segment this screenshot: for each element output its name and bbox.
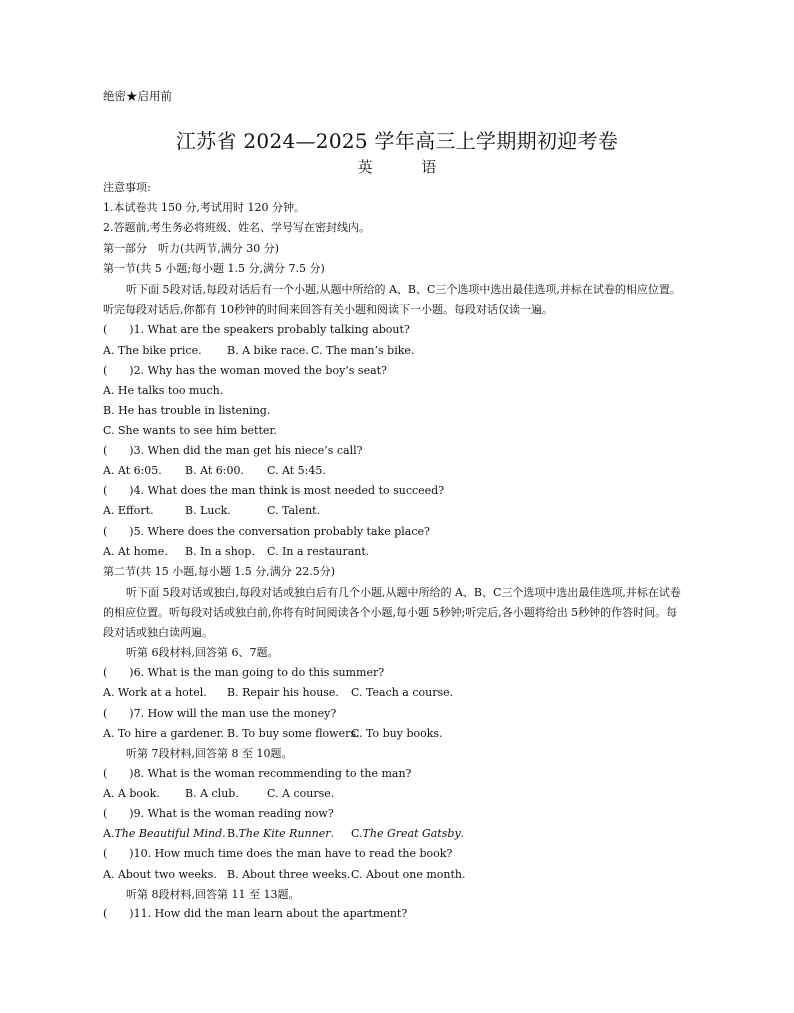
option: B.The Kite Runner. <box>227 827 334 840</box>
subject-char-2: 语 <box>421 158 437 176</box>
option: B. Luck. <box>185 504 231 517</box>
question-8: ( )8. What is the woman recommending to the man? <box>103 767 412 780</box>
question-2: ( )2. Why has the woman moved the boy’s seat? <box>103 364 387 377</box>
subject-char-1: 英 <box>357 158 373 176</box>
option: A. Work at a hotel. <box>103 686 207 699</box>
option: B. A club. <box>185 787 239 800</box>
option: C. About one month. <box>351 868 466 881</box>
question-7: ( )7. How will the man use the money? <box>103 707 337 720</box>
option: C. Talent. <box>267 504 321 517</box>
option: B. A bike race. <box>227 344 309 357</box>
question-4: ( )4. What does the man think is most needed to succeed? <box>103 484 445 497</box>
subject-title <box>0 156 794 177</box>
option: C. The man’s bike. <box>311 344 415 357</box>
option: B. At 6:00. <box>185 464 244 477</box>
option: B. To buy some flowers. <box>227 727 360 740</box>
option: C. In a restaurant. <box>267 545 370 558</box>
option-letter: C. <box>351 827 363 840</box>
question-10-options <box>103 868 465 882</box>
question-9: ( )9. What is the woman reading now? <box>103 807 334 820</box>
option: A. Effort. <box>103 504 154 517</box>
option: C. To buy books. <box>351 727 443 740</box>
question-7-options <box>103 727 443 741</box>
option: C. A course. <box>267 787 335 800</box>
question-1: ( )1. What are the speakers probably talking about? <box>103 323 410 336</box>
section2-instructions: 听下面 5段对话或独白,每段对话或独白后有几个小题,从题中所给的 A、B、C三个选项中选出最佳选项,并标在试卷的相应位置。听每段对话或独白前,你将有时间阅读各个小题,每小题 5秒钟;听完后,各小题将给出 5秒钟的作答时间。每段对话或独白读两遍。 <box>103 586 681 639</box>
option: B. In a shop. <box>185 545 255 558</box>
section1-heading: 第一节(共 5 小题;每小题 1.5 分,满分 7.5 分) <box>103 262 325 275</box>
section2-heading: 第二节(共 15 小题,每小题 1.5 分,满分 22.5分) <box>103 565 336 578</box>
confidential-label: 绝密★启用前 <box>103 89 172 103</box>
material-7-label: 听第 7段材料,回答第 8 至 10题。 <box>126 747 293 760</box>
part1-heading: 第一部分 听力(共两节,满分 30 分) <box>103 242 280 255</box>
section1-instructions: 听下面 5段对话,每段对话后有一个小题,从题中所给的 A、B、C三个选项中选出最佳选项,并标在试卷的相应位置。听完每段对话后,你都有 10秒钟的时间来回答有关小题和阅读下一小题。每段对话仅读一遍。 <box>103 283 681 316</box>
option-letter: B. <box>227 827 239 840</box>
book-title: The Kite Runner <box>238 827 331 840</box>
option: A. About two weeks. <box>103 868 217 881</box>
question-4-options <box>103 504 320 518</box>
option: B. Repair his house. <box>227 686 339 699</box>
question-1-options <box>103 344 414 358</box>
question-3: ( )3. When did the man get his niece’s call? <box>103 444 363 457</box>
book-title: The Great Gatsby <box>362 827 461 840</box>
question-8-options <box>103 787 334 801</box>
question-3-options <box>103 464 326 478</box>
note-2: 2.答题前,考生务必将班级、姓名、学号写在密封线内。 <box>103 221 370 234</box>
option: B. About three weeks. <box>227 868 351 881</box>
question-5-options <box>103 545 369 559</box>
book-title: The Beautiful Mind <box>114 827 223 840</box>
notes-heading: 注意事项: <box>103 181 151 194</box>
question-6: ( )6. What is the man going to do this summer? <box>103 666 385 679</box>
option: A. He talks too much. <box>103 384 224 397</box>
option: C. At 5:45. <box>267 464 326 477</box>
exam-title: 江苏省 2024—2025 学年高三上学期期初迎考卷 <box>175 129 619 153</box>
option: A. At home. <box>103 545 168 558</box>
option: B. He has trouble in listening. <box>103 404 271 417</box>
option: C. She wants to see him better. <box>103 424 277 437</box>
material-6-label: 听第 6段材料,回答第 6、7题。 <box>126 646 279 659</box>
option: A. To hire a gardener. <box>103 727 225 740</box>
option: A. At 6:05. <box>103 464 162 477</box>
note-1: 1.本试卷共 150 分,考试用时 120 分钟。 <box>103 201 305 214</box>
question-9-options <box>103 827 464 841</box>
question-11: ( )11. How did the man learn about the apartment? <box>103 907 408 920</box>
option: A.The Beautiful Mind. <box>103 827 226 840</box>
option: A. The bike price. <box>103 344 202 357</box>
option-letter: A. <box>103 827 115 840</box>
option: A. A book. <box>103 787 160 800</box>
material-8-label: 听第 8段材料,回答第 11 至 13题。 <box>126 888 300 901</box>
question-6-options <box>103 686 453 700</box>
option: C. Teach a course. <box>351 686 454 699</box>
question-5: ( )5. Where does the conversation probably take place? <box>103 525 430 538</box>
question-10: ( )10. How much time does the man have to read the book? <box>103 847 453 860</box>
option: C.The Great Gatsby. <box>351 827 465 840</box>
